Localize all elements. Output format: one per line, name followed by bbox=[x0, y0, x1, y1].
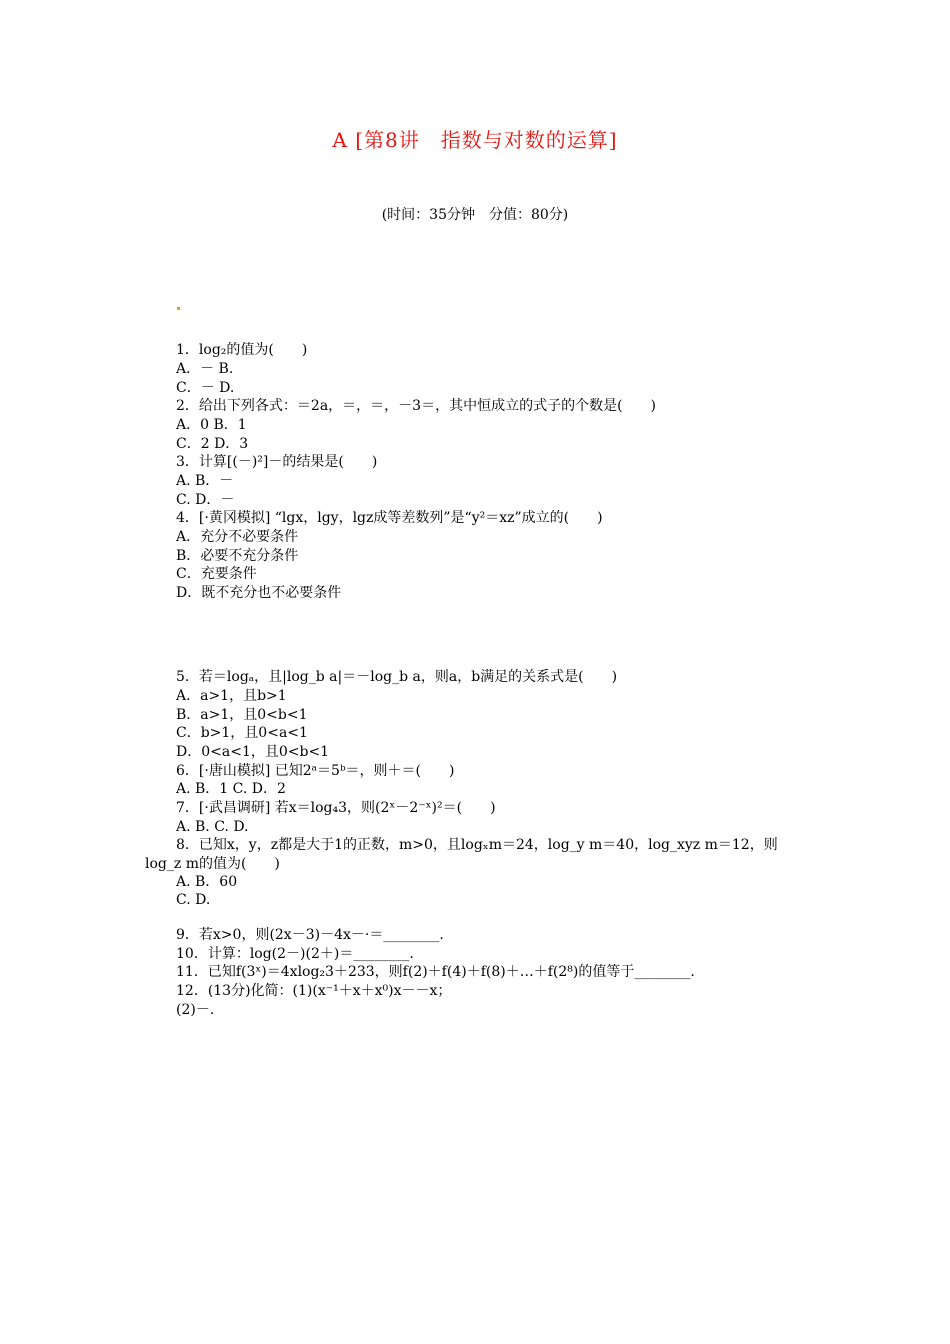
question-11: 11．已知f(3ˣ)＝4xlog₂3＋233，则f(2)＋f(4)＋f(8)＋…＋f(2⁸)的值等于________. bbox=[176, 964, 695, 980]
question-1-options-cd: C．－ D. bbox=[176, 380, 235, 396]
question-8-continued: log_z m的值为( ) bbox=[145, 856, 280, 872]
question-9: 9．若x>0，则(2x－3)－4x－·＝________. bbox=[176, 927, 444, 943]
question-5-option-d: D．0<a<1，且0<b<1 bbox=[176, 744, 330, 760]
question-1-options-ab: A．－ B. bbox=[176, 361, 234, 377]
question-4: 4．[·黄冈模拟] “lgx，lgy，lgz成等差数列”是“y²＝xz”成立的( ) bbox=[176, 510, 603, 526]
question-4-option-d: D．既不充分也不必要条件 bbox=[176, 585, 342, 601]
question-2-options-cd: C．2 D．3 bbox=[176, 436, 249, 452]
question-5-option-a: A．a>1，且b>1 bbox=[176, 688, 287, 704]
question-8-options-cd: C. D. bbox=[176, 892, 211, 908]
question-6-options: A. B．1 C. D．2 bbox=[176, 781, 286, 797]
question-6: 6．[·唐山模拟] 已知2ᵃ＝5ᵇ＝，则＋＝( ) bbox=[176, 763, 455, 779]
question-8-options-ab: A. B．60 bbox=[176, 874, 238, 890]
question-4-option-b: B．必要不充分条件 bbox=[176, 548, 299, 564]
question-10: 10．计算：log(2－)(2＋)＝________. bbox=[176, 946, 414, 962]
question-5-option-b: B．a>1，且0<b<1 bbox=[176, 707, 308, 723]
page-title: A [第8讲 指数与对数的运算] bbox=[332, 128, 618, 152]
question-7-options: A. B. C. D. bbox=[176, 819, 249, 835]
question-2-options-ab: A．0 B．1 bbox=[176, 417, 247, 433]
question-3: 3．计算[(－)²]－的结果是( ) bbox=[176, 454, 378, 470]
question-7: 7．[·武昌调研] 若x＝log₄3，则(2ˣ－2⁻ˣ)²＝( ) bbox=[176, 800, 496, 816]
decorative-dot bbox=[177, 307, 180, 310]
question-2: 2．给出下列各式：＝2a，＝，＝，－3＝，其中恒成立的式子的个数是( ) bbox=[176, 398, 656, 414]
time-score-info: (时间：35分钟 分值：80分) bbox=[381, 207, 569, 223]
question-5: 5．若＝logₐ，且|log_b a|＝－log_b a，则a，b满足的关系式是( ) bbox=[176, 669, 618, 685]
question-4-option-a: A．充分不必要条件 bbox=[176, 529, 299, 545]
question-8: 8．已知x，y，z都是大于1的正数，m>0，且logₓm＝24，log_y m＝40，log_xyz m＝12，则 bbox=[176, 837, 778, 853]
question-3-options-ab: A. B．－ bbox=[176, 473, 234, 489]
question-12: 12．(13分)化简：(1)(x⁻¹＋x＋x⁰)x－－x； bbox=[176, 983, 452, 999]
question-1: 1．log₂的值为( ) bbox=[176, 342, 308, 358]
question-3-options-cd: C. D．－ bbox=[176, 492, 235, 508]
question-12-part-2: (2)－. bbox=[176, 1002, 215, 1018]
question-4-option-c: C．充要条件 bbox=[176, 566, 257, 582]
question-5-option-c: C．b>1，且0<a<1 bbox=[176, 725, 308, 741]
